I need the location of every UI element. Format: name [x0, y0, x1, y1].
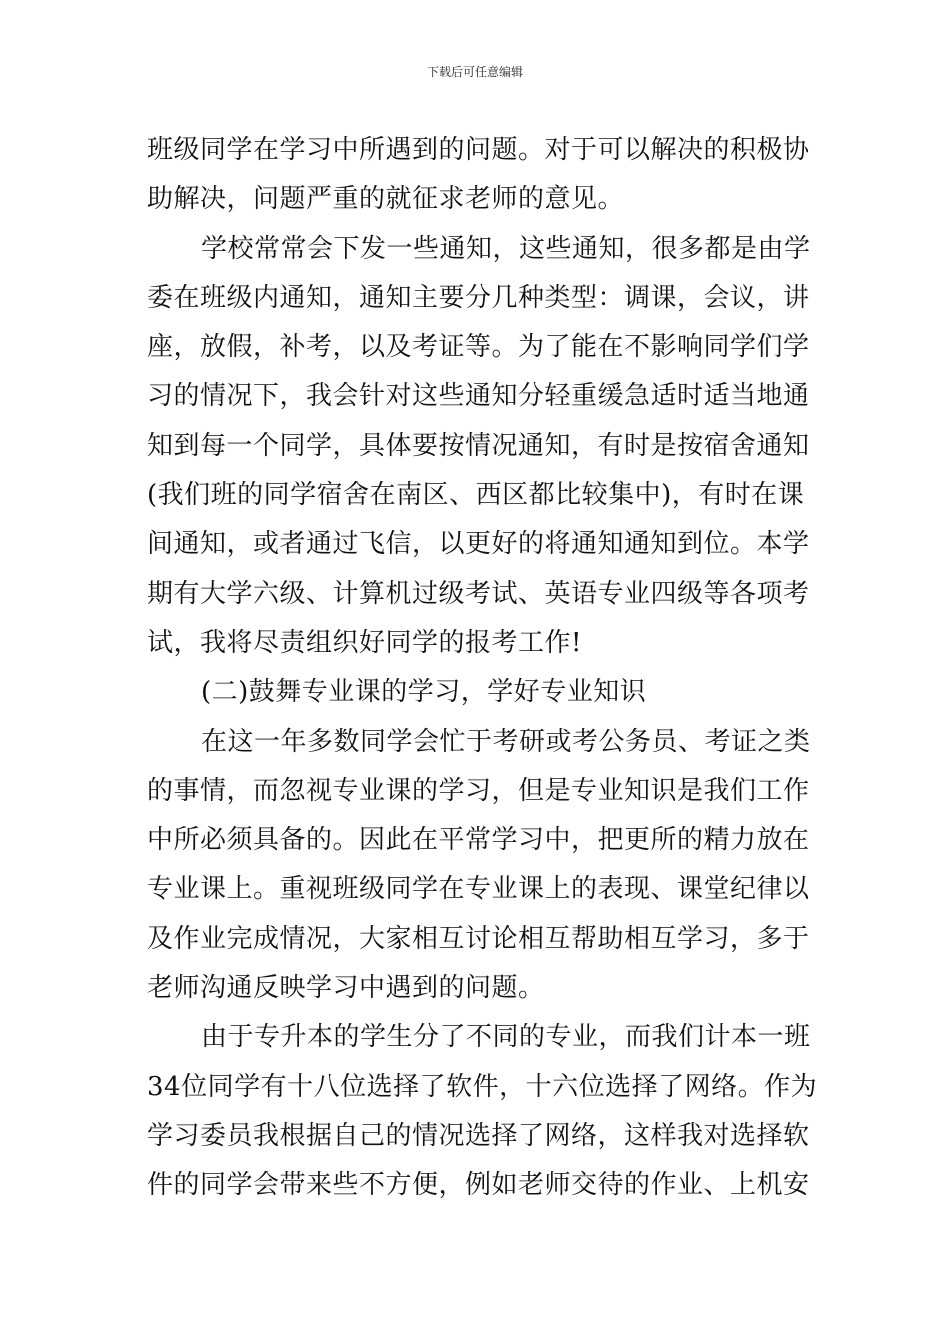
text-line: 老师沟通反映学习中遇到的问题。	[147, 973, 545, 1004]
paragraph	[147, 1013, 818, 1210]
document-body	[147, 126, 818, 1211]
text-line: 由于专升本的学生分了不同的专业，而我们计本一班	[201, 1022, 811, 1053]
text-line: 在这一年多数同学会忙于考研或考公务员、考证之类	[201, 726, 811, 757]
text-line: 及作业完成情况，大家相互讨论相互帮助相互学习，多于	[147, 923, 810, 954]
text-line: 中所必须具备的。因此在平常学习中，把更所的精力放在	[147, 825, 810, 856]
page-header: 下载后可任意编辑	[426, 65, 523, 79]
paragraph	[147, 718, 811, 1014]
text-line: (二)鼓舞专业课的学习，学好专业知识	[201, 677, 647, 708]
text-line: 学习委员我根据自己的情况选择了网络，这样我对选择软	[147, 1120, 810, 1151]
paragraph	[147, 126, 810, 225]
text-line: 知到每一个同学，具体要按情况通知，有时是按宿舍通知	[147, 430, 810, 461]
text-line: 件的同学会带来些不方便，例如老师交待的作业、上机安	[147, 1170, 810, 1201]
text-line: 学校常常会下发一些通知，这些通知，很多都是由学	[201, 233, 811, 264]
section-heading	[147, 668, 807, 717]
text-line: 委在班级内通知，通知主要分几种类型：调课，会议，讲	[147, 282, 810, 313]
text-line: 习的情况下，我会针对这些通知分轻重缓急适时适当地通	[147, 381, 810, 412]
text-line: (我们班的同学宿舍在南区、西区都比较集中)，有时在课	[147, 480, 805, 511]
text-line: 助解决，问题严重的就征求老师的意见。	[147, 184, 625, 215]
text-line: 34位同学有十八位选择了软件，十六位选择了网络。作为	[147, 1071, 818, 1102]
paragraph	[147, 225, 811, 669]
text-line: 试，我将尽责组织好同学的报考工作!	[147, 627, 582, 658]
text-line: 的事情，而忽视专业课的学习，但是专业知识是我们工作	[147, 775, 810, 806]
text-line: 班级同学在学习中所遇到的问题。对于可以解决的积极协	[147, 135, 810, 165]
text-line: 期有大学六级、计算机过级考试、英语专业四级等各项考	[147, 578, 810, 609]
text-line: 间通知，或者通过飞信，以更好的将通知通知到位。本学	[147, 529, 810, 560]
text-line: 座，放假，补考，以及考证等。为了能在不影响同学们学	[147, 332, 810, 363]
text-line: 专业课上。重视班级同学在专业课上的表现、课堂纪律以	[147, 874, 810, 905]
